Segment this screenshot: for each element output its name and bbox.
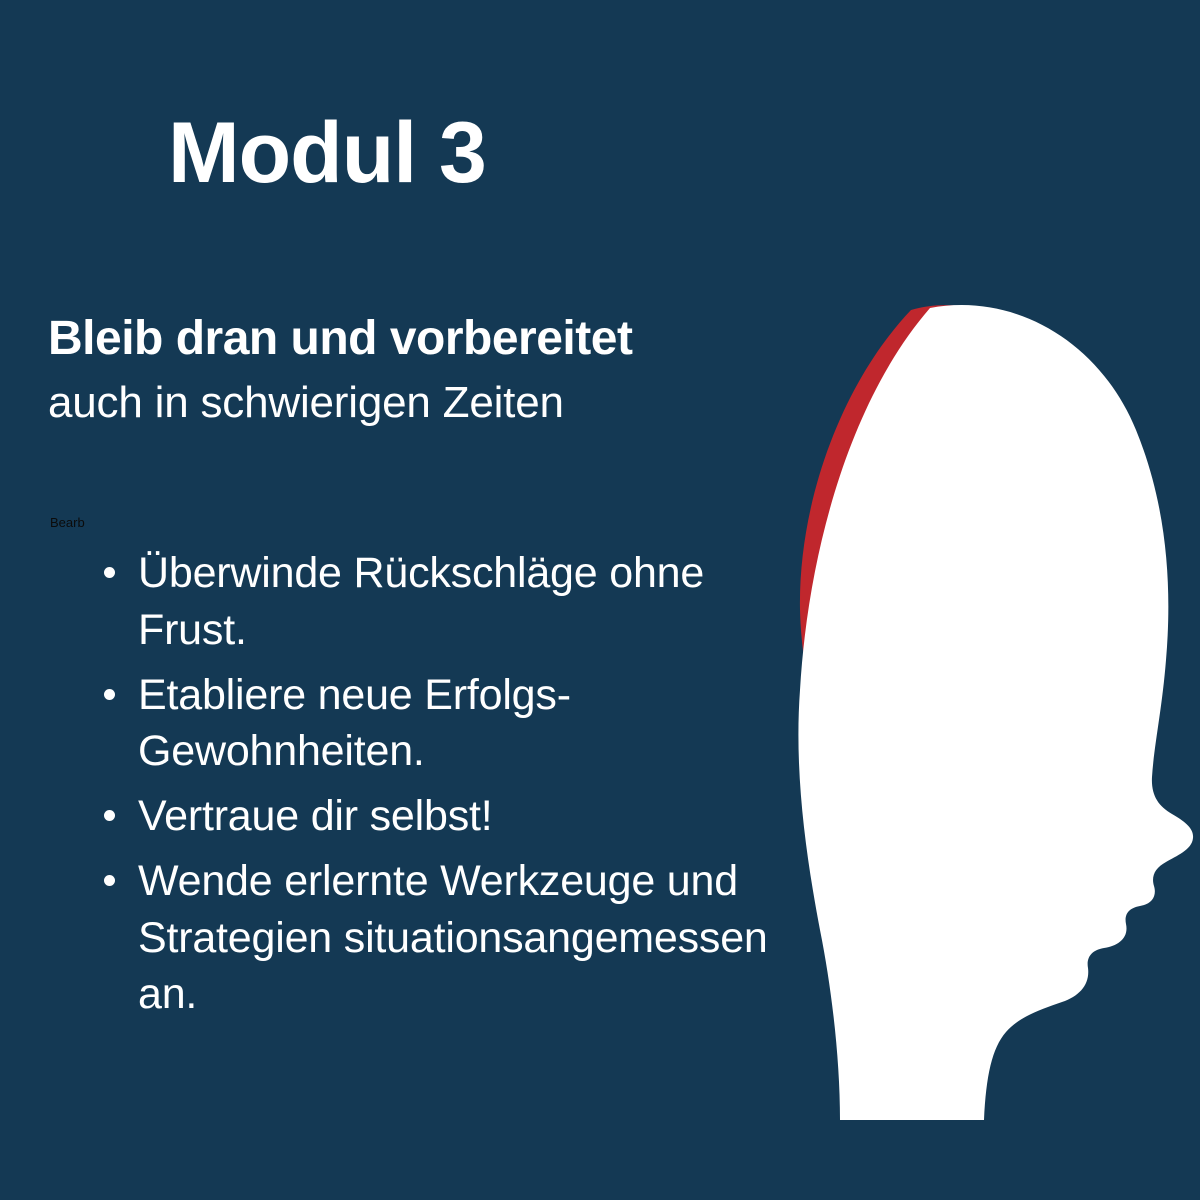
list-item-label: Vertraue dir selbst! <box>138 792 493 840</box>
subtitle-block <box>48 310 808 430</box>
page-title: Modul 3 <box>168 105 486 201</box>
head-face-shape <box>798 305 1193 1120</box>
list-item <box>96 545 796 659</box>
edit-marker-text: Bearb <box>50 515 85 530</box>
bullet-dot-icon <box>104 810 115 821</box>
bullet-dot-icon <box>104 875 115 886</box>
list-item <box>96 788 796 845</box>
list-item <box>96 667 796 781</box>
list-item-label: Etabliere neue Erfolgs-Gewohnheiten. <box>138 670 571 776</box>
list-item-label: Überwinde Rückschläge ohne Frust. <box>138 549 705 654</box>
bullet-dot-icon <box>104 689 115 700</box>
subtitle-light: auch in schwierigen Zeiten <box>48 377 564 427</box>
list-item <box>96 853 796 1023</box>
list-item-label: Wende erlernte Werkzeuge und Strategien situationsangemessen an. <box>138 856 768 1019</box>
head-accent-shape <box>800 305 995 775</box>
head-profile-illustration <box>780 290 1200 1120</box>
bullet-list <box>96 545 796 1031</box>
bullet-dot-icon <box>104 567 115 578</box>
subtitle-strong: Bleib dran und vorbereitet <box>48 312 633 365</box>
